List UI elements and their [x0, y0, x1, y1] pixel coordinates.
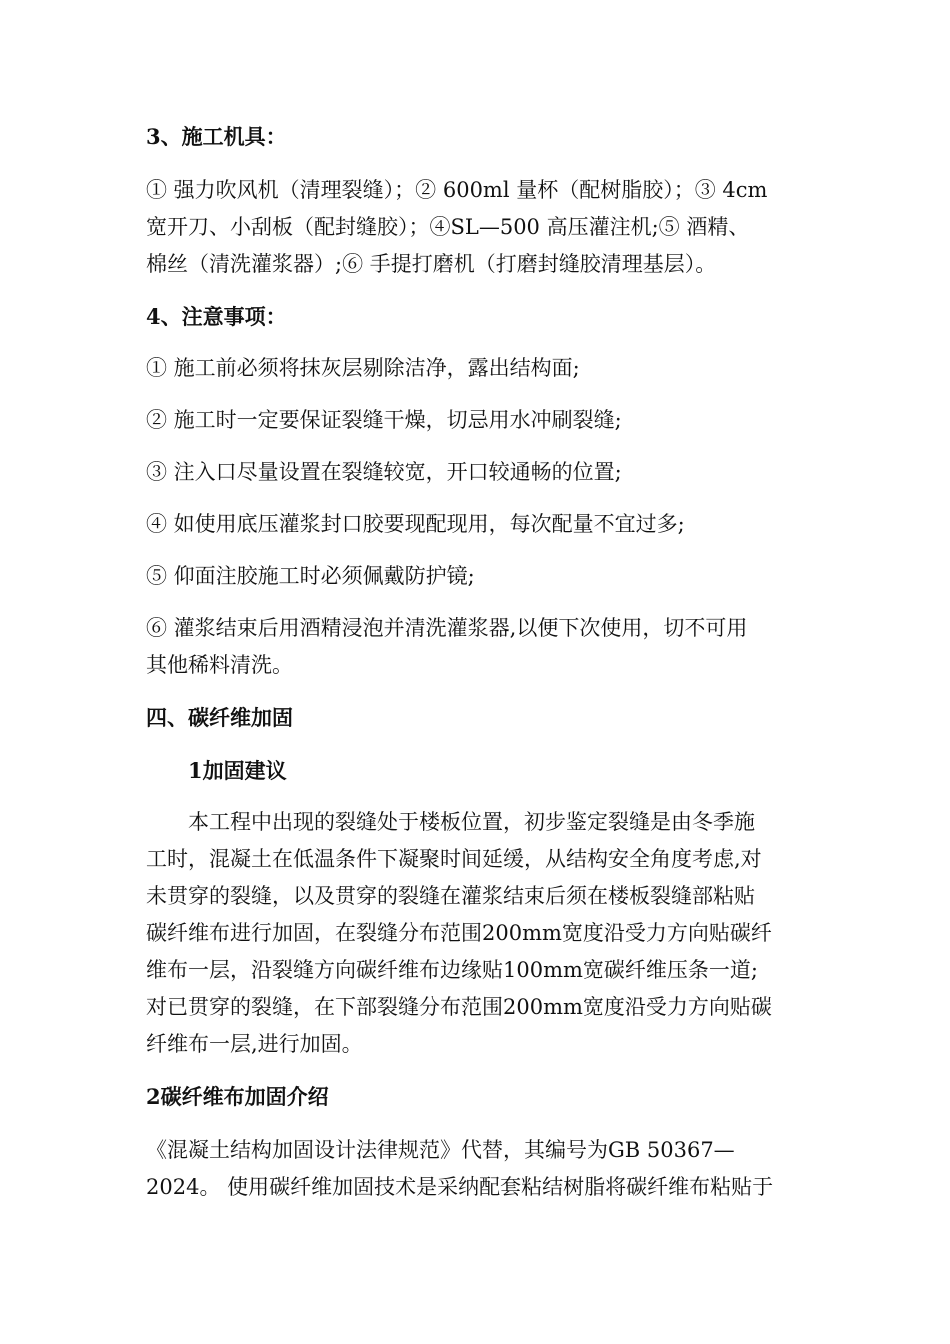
list-item: 其他稀料清洗。	[146, 653, 293, 677]
paragraph-line: 《混凝土结构加固设计法律规范》代替，其编号为GB 50367—	[146, 1138, 735, 1162]
subsection-1-heading: 1加固建议	[188, 758, 287, 783]
paragraph-line: 棉丝（清洗灌浆器）;⑥ 手提打磨机（打磨封缝胶清理基层）。	[146, 252, 717, 276]
section-4-heading: 4、注意事项：	[146, 304, 287, 329]
paragraph-line: 本工程中出现的裂缝处于楼板位置，初步鉴定裂缝是由冬季施	[188, 810, 755, 834]
paragraph-line: 纤维布一层,进行加固。	[146, 1032, 363, 1056]
paragraph-line: ① 强力吹风机（清理裂缝）；② 600ml 量杯（配树脂胶）；③ 4cm	[146, 178, 768, 202]
list-item: ④ 如使用底压灌浆封口胶要现配现用，每次配量不宜过多;	[146, 512, 685, 536]
part-4-heading: 四、碳纤维加固	[146, 705, 293, 730]
subsection-2-heading: 2碳纤维布加固介绍	[146, 1084, 329, 1109]
list-item: ① 施工前必须将抹灰层剔除洁净，露出结构面;	[146, 356, 580, 380]
paragraph-line: 工时，混凝土在低温条件下凝聚时间延缓，从结构安全角度考虑,对	[146, 847, 762, 871]
list-item: ⑤ 仰面注胶施工时必须佩戴防护镜;	[146, 564, 475, 588]
list-item: ③ 注入口尽量设置在裂缝较宽，开口较通畅的位置;	[146, 460, 622, 484]
list-item: ⑥ 灌浆结束后用酒精浸泡并清洗灌浆器,以便下次使用，切不可用	[146, 616, 748, 640]
section-3-heading: 3、施工机具：	[146, 124, 287, 149]
paragraph-line: 2024。 使用碳纤维加固技术是采纳配套粘结树脂将碳纤维布粘贴于	[146, 1175, 774, 1199]
paragraph-line: 维布一层，沿裂缝方向碳纤维布边缘贴100mm宽碳纤维压条一道;	[146, 958, 758, 982]
list-item: ② 施工时一定要保证裂缝干燥，切忌用水冲刷裂缝;	[146, 408, 622, 432]
paragraph-line: 对已贯穿的裂缝，在下部裂缝分布范围200mm宽度沿受力方向贴碳	[146, 995, 772, 1019]
paragraph-line: 宽开刀、小刮板（配封缝胶）；④SL—500 高压灌注机;⑤ 酒精、	[146, 215, 750, 239]
paragraph-line: 碳纤维布进行加固，在裂缝分布范围200mm宽度沿受力方向贴碳纤	[146, 921, 772, 945]
paragraph-line: 未贯穿的裂缝，以及贯穿的裂缝在灌浆结束后须在楼板裂缝部粘贴	[146, 884, 755, 908]
